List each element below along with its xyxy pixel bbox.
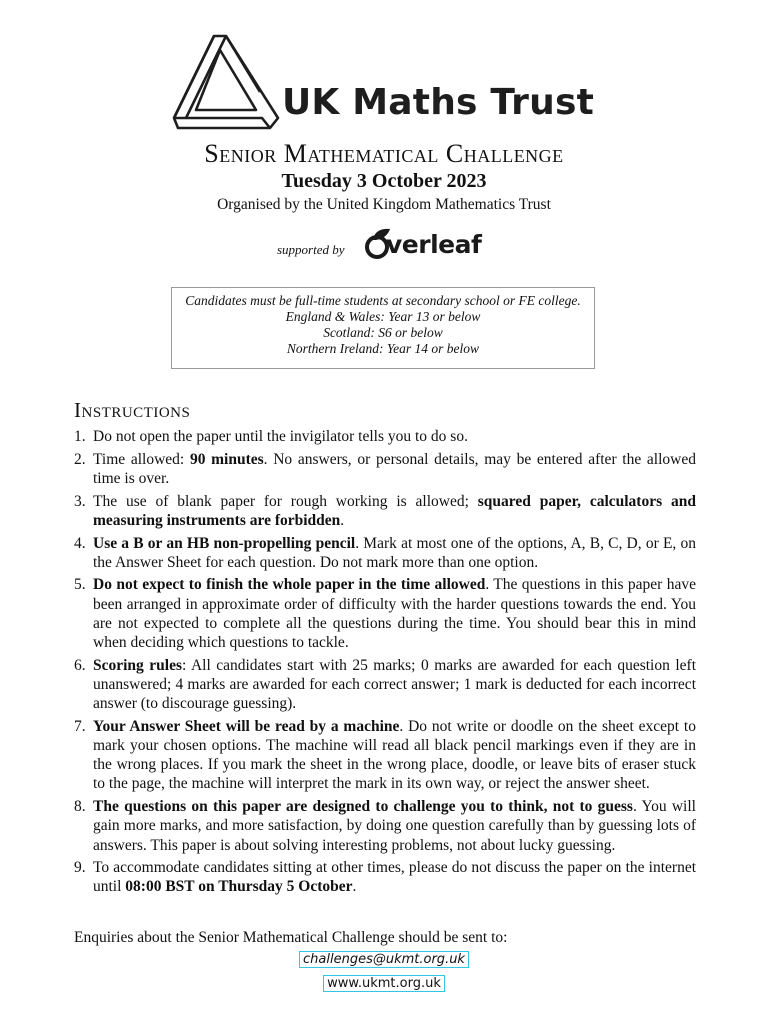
instruction-item: 8. The questions on this paper are designed to challenge you to think, not to guess. You will gain more marks, and more satisfaction, by doing one question carefully than by guessing lots of answers. This paper is about solving interesting problems, not about lucky guessing. bbox=[74, 798, 696, 854]
website-row bbox=[0, 976, 768, 991]
instruction-item: 2. Time allowed: 90 minutes. No answers, or personal details, may be entered after the allowed time is over. bbox=[74, 450, 696, 487]
eligibility-line: Candidates must be full-time students at secondary school or FE college. bbox=[185, 293, 581, 308]
eligibility-line: Scotland: S6 or below bbox=[323, 325, 443, 340]
overleaf-logo bbox=[364, 226, 504, 266]
instruction-item: 3. The use of blank paper for rough working is allowed; squared paper, calculators and measuring instruments are forbidden. bbox=[74, 492, 696, 529]
paper-date: Tuesday 3 October 2023 bbox=[281, 170, 487, 192]
instructions-list bbox=[74, 427, 696, 900]
overleaf-wordmark: verleaf bbox=[386, 230, 482, 259]
logo-text: UK Maths Trust bbox=[282, 82, 594, 123]
email-link[interactable]: challenges@ukmt.org.uk bbox=[299, 951, 469, 968]
ukmt-logo bbox=[170, 30, 610, 130]
instruction-item: 6. Scoring rules: All candidates start with 25 marks; 0 marks are awarded for each question left unanswered; 4 marks are awarded for each correct answer; 1 mark is deducted for each incorrect answer (to discourage guessing). bbox=[74, 656, 696, 713]
penrose-triangle-icon bbox=[170, 30, 280, 130]
eligibility-box bbox=[171, 287, 595, 369]
paper-title: Senior Mathematical Challenge bbox=[204, 139, 564, 168]
instructions-heading: Instructions bbox=[74, 398, 191, 422]
email-row bbox=[0, 952, 768, 967]
instruction-item: 5. Do not expect to finish the whole paper in the time allowed. The questions in this paper have been arranged in approximate order of difficulty with the harder questions towards the end. You are not expected to complete all the questions during the time. You should bear this in mind when deciding which questions to tackle. bbox=[74, 576, 696, 652]
supported-by-label: supported by bbox=[277, 242, 345, 257]
instruction-item: 9. To accommodate candidates sitting at other times, please do not discuss the paper on the internet until 08:00 BST on Thursday 5 October. bbox=[74, 859, 696, 896]
instruction-item: 7. Your Answer Sheet will be read by a machine. Do not write or doodle on the sheet except to mark your chosen options. The machine will read all black pencil markings even if they are in the wrong places. If you mark the sheet in the wrong place, doodle, or leave bits of eraser stuck to the page, the machine will interpret the mark in its own way, or reject the answer sheet. bbox=[74, 717, 696, 793]
organiser-line: Organised by the United Kingdom Mathematics Trust bbox=[217, 196, 551, 213]
website-link[interactable]: www.ukmt.org.uk bbox=[323, 975, 445, 992]
instruction-item: 1. Do not open the paper until the invigilator tells you to do so. bbox=[74, 428, 468, 445]
instruction-item: 4. Use a B or an HB non-propelling pencil. Mark at most one of the options, A, B, C, D, or E, on the Answer Sheet for each question. Do not mark more than one option. bbox=[74, 534, 696, 571]
enquiries-text: Enquiries about the Senior Mathematical Challenge should be sent to: bbox=[74, 929, 508, 946]
eligibility-line: Northern Ireland: Year 14 or below bbox=[286, 341, 480, 356]
eligibility-line: England & Wales: Year 13 or below bbox=[285, 309, 481, 324]
